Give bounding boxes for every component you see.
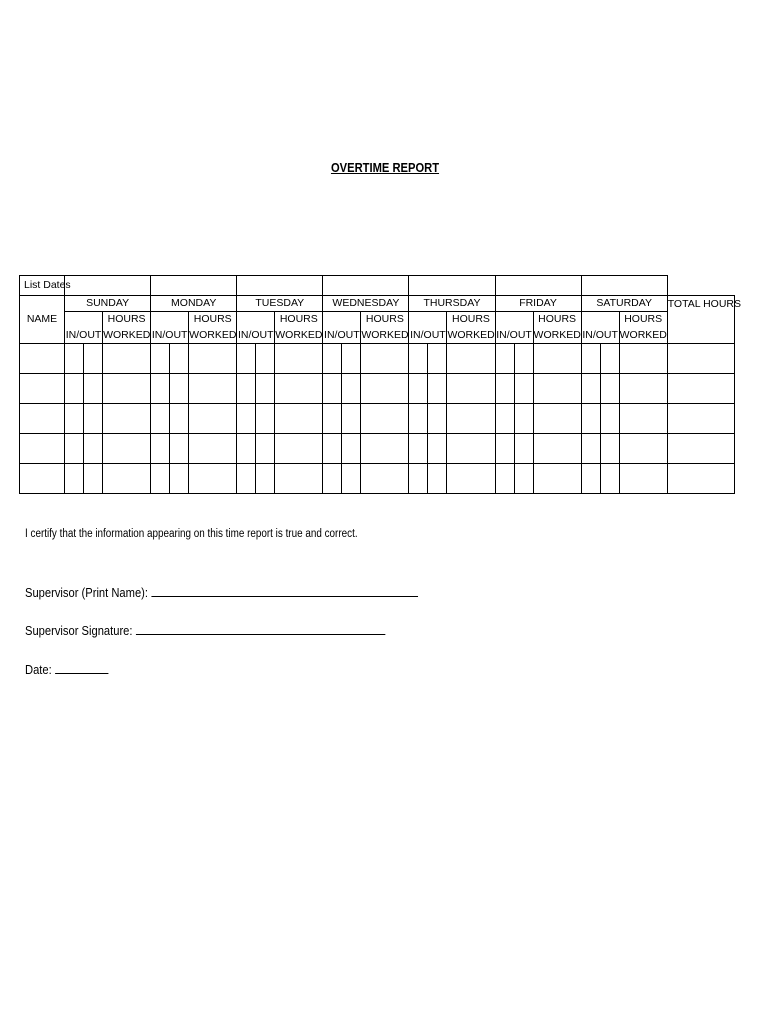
in-cell[interactable]: [323, 344, 342, 374]
out-cell[interactable]: [84, 374, 103, 404]
hours-worked-cell[interactable]: [447, 464, 495, 494]
in-cell[interactable]: [409, 464, 428, 494]
worked-header: WORKED: [103, 327, 151, 344]
hours-worked-cell[interactable]: [275, 404, 323, 434]
date-cell-sunday[interactable]: [65, 276, 151, 296]
hours-worked-cell[interactable]: [533, 344, 581, 374]
in-cell[interactable]: [323, 374, 342, 404]
name-cell[interactable]: [20, 404, 65, 434]
in-cell[interactable]: [409, 374, 428, 404]
in-cell[interactable]: [323, 464, 342, 494]
in-out-header: IN/OUT: [581, 312, 619, 344]
out-cell[interactable]: [514, 344, 533, 374]
in-cell[interactable]: [495, 434, 514, 464]
name-cell[interactable]: [20, 344, 65, 374]
in-cell[interactable]: [237, 404, 256, 434]
hours-worked-cell[interactable]: [533, 404, 581, 434]
hours-worked-cell[interactable]: [361, 464, 409, 494]
worked-header: WORKED: [619, 327, 667, 344]
total-hours-header: TOTAL HOURS: [667, 296, 734, 344]
hours-worked-cell[interactable]: [447, 344, 495, 374]
in-cell[interactable]: [323, 404, 342, 434]
in-out-header: IN/OUT: [151, 312, 189, 344]
supervisor-signature-line: [25, 622, 385, 638]
total-hours-cell[interactable]: [667, 374, 734, 404]
table-row: [20, 464, 735, 494]
out-cell[interactable]: [256, 374, 275, 404]
hours-header: HOURS: [103, 312, 151, 328]
in-cell[interactable]: [581, 434, 600, 464]
page-title: OVERTIME REPORT: [330, 160, 440, 175]
supervisor-name-label: Supervisor (Print Name):: [25, 585, 149, 600]
in-cell[interactable]: [495, 404, 514, 434]
hours-worked-cell[interactable]: [275, 434, 323, 464]
table-row: [20, 404, 735, 434]
name-cell[interactable]: [20, 374, 65, 404]
in-cell[interactable]: [495, 464, 514, 494]
in-cell[interactable]: [581, 374, 600, 404]
list-dates-label: List Dates: [20, 276, 65, 296]
in-cell[interactable]: [409, 434, 428, 464]
date-cell-thursday[interactable]: [409, 276, 495, 296]
hours-worked-cell[interactable]: [619, 374, 667, 404]
hours-worked-cell[interactable]: [275, 464, 323, 494]
in-out-header: IN/OUT: [65, 312, 103, 344]
hours-worked-cell[interactable]: [533, 464, 581, 494]
in-cell[interactable]: [495, 344, 514, 374]
out-cell[interactable]: [342, 464, 361, 494]
in-cell[interactable]: [409, 404, 428, 434]
out-cell[interactable]: [84, 434, 103, 464]
hours-worked-cell[interactable]: [361, 344, 409, 374]
day-header-wednesday: WEDNESDAY: [323, 296, 409, 312]
day-header-tuesday: TUESDAY: [237, 296, 323, 312]
in-cell[interactable]: [581, 344, 600, 374]
hours-worked-cell[interactable]: [189, 374, 237, 404]
hours-header: HOURS: [533, 312, 581, 328]
out-cell[interactable]: [514, 434, 533, 464]
out-cell[interactable]: [600, 464, 619, 494]
hours-worked-cell[interactable]: [533, 374, 581, 404]
hours-worked-cell[interactable]: [103, 344, 151, 374]
in-cell[interactable]: [65, 344, 84, 374]
out-cell[interactable]: [170, 464, 189, 494]
date-cell-wednesday[interactable]: [323, 276, 409, 296]
out-cell[interactable]: [170, 434, 189, 464]
hours-worked-cell[interactable]: [103, 374, 151, 404]
worked-header: WORKED: [447, 327, 495, 344]
out-cell[interactable]: [514, 404, 533, 434]
in-cell[interactable]: [65, 434, 84, 464]
hours-worked-cell[interactable]: [361, 404, 409, 434]
out-cell[interactable]: [428, 464, 447, 494]
day-header-saturday: SATURDAY: [581, 296, 667, 312]
out-cell[interactable]: [600, 374, 619, 404]
out-cell[interactable]: [256, 434, 275, 464]
in-cell[interactable]: [495, 374, 514, 404]
out-cell[interactable]: [428, 404, 447, 434]
date-line: [25, 661, 108, 677]
hours-worked-cell[interactable]: [619, 404, 667, 434]
in-out-header: IN/OUT: [495, 312, 533, 344]
date-cell-saturday[interactable]: [581, 276, 667, 296]
hours-worked-cell[interactable]: [533, 434, 581, 464]
in-cell[interactable]: [581, 404, 600, 434]
supervisor-name-line: [25, 584, 418, 600]
hours-worked-cell[interactable]: [361, 374, 409, 404]
worked-header: WORKED: [189, 327, 237, 344]
date-field[interactable]: [55, 661, 108, 674]
hours-worked-cell[interactable]: [189, 464, 237, 494]
hours-worked-cell[interactable]: [103, 404, 151, 434]
hours-worked-cell[interactable]: [447, 434, 495, 464]
in-cell[interactable]: [151, 374, 170, 404]
supervisor-name-field[interactable]: [151, 584, 418, 597]
out-cell[interactable]: [428, 344, 447, 374]
hours-header: HOURS: [361, 312, 409, 328]
hours-worked-cell[interactable]: [189, 434, 237, 464]
out-cell[interactable]: [514, 374, 533, 404]
day-header-monday: MONDAY: [151, 296, 237, 312]
in-cell[interactable]: [151, 344, 170, 374]
in-cell[interactable]: [237, 374, 256, 404]
out-cell[interactable]: [600, 434, 619, 464]
hours-worked-cell[interactable]: [189, 404, 237, 434]
in-cell[interactable]: [237, 434, 256, 464]
hours-header: HOURS: [447, 312, 495, 328]
hours-header: HOURS: [619, 312, 667, 328]
out-cell[interactable]: [84, 404, 103, 434]
out-cell[interactable]: [170, 374, 189, 404]
table-row: [20, 374, 735, 404]
out-cell[interactable]: [600, 344, 619, 374]
in-cell[interactable]: [237, 464, 256, 494]
out-cell[interactable]: [256, 344, 275, 374]
out-cell[interactable]: [342, 344, 361, 374]
in-out-header: IN/OUT: [323, 312, 361, 344]
name-cell[interactable]: [20, 434, 65, 464]
in-cell[interactable]: [65, 464, 84, 494]
hours-worked-cell[interactable]: [361, 434, 409, 464]
in-cell[interactable]: [581, 464, 600, 494]
out-cell[interactable]: [170, 404, 189, 434]
hours-worked-cell[interactable]: [619, 434, 667, 464]
out-cell[interactable]: [256, 464, 275, 494]
in-cell[interactable]: [151, 464, 170, 494]
day-header-thursday: THURSDAY: [409, 296, 495, 312]
day-header-sunday: SUNDAY: [65, 296, 151, 312]
list-dates-spacer: [667, 276, 734, 296]
hours-worked-cell[interactable]: [103, 464, 151, 494]
out-cell[interactable]: [170, 344, 189, 374]
in-cell[interactable]: [409, 344, 428, 374]
date-label: Date:: [25, 662, 52, 677]
in-out-header: IN/OUT: [409, 312, 447, 344]
out-cell[interactable]: [84, 344, 103, 374]
certification-text: I certify that the information appearing on this time report is true and correct.: [25, 528, 358, 540]
hours-worked-cell[interactable]: [619, 464, 667, 494]
day-header-friday: FRIDAY: [495, 296, 581, 312]
name-header: NAME: [20, 296, 65, 344]
hours-worked-cell[interactable]: [275, 374, 323, 404]
table-row: [20, 344, 735, 374]
name-cell[interactable]: [20, 464, 65, 494]
in-cell[interactable]: [151, 404, 170, 434]
total-hours-cell[interactable]: [667, 434, 734, 464]
in-cell[interactable]: [323, 434, 342, 464]
in-cell[interactable]: [65, 404, 84, 434]
total-hours-cell[interactable]: [667, 404, 734, 434]
hours-worked-cell[interactable]: [103, 434, 151, 464]
in-out-header: IN/OUT: [237, 312, 275, 344]
hours-worked-cell[interactable]: [447, 404, 495, 434]
out-cell[interactable]: [428, 434, 447, 464]
in-cell[interactable]: [65, 374, 84, 404]
hours-worked-cell[interactable]: [189, 344, 237, 374]
hours-header: HOURS: [189, 312, 237, 328]
date-cell-tuesday[interactable]: [237, 276, 323, 296]
total-hours-cell[interactable]: [667, 344, 734, 374]
overtime-table: [19, 275, 742, 494]
hours-header: HOURS: [275, 312, 323, 328]
supervisor-signature-field[interactable]: [136, 622, 385, 635]
date-cell-friday[interactable]: [495, 276, 581, 296]
out-cell[interactable]: [256, 404, 275, 434]
total-hours-cell[interactable]: [667, 464, 734, 494]
out-cell[interactable]: [84, 464, 103, 494]
out-cell[interactable]: [428, 374, 447, 404]
date-cell-monday[interactable]: [151, 276, 237, 296]
out-cell[interactable]: [342, 404, 361, 434]
worked-header: WORKED: [533, 327, 581, 344]
worked-header: WORKED: [361, 327, 409, 344]
in-cell[interactable]: [237, 344, 256, 374]
in-cell[interactable]: [151, 434, 170, 464]
hours-worked-cell[interactable]: [447, 374, 495, 404]
hours-worked-cell[interactable]: [619, 344, 667, 374]
out-cell[interactable]: [514, 464, 533, 494]
out-cell[interactable]: [342, 434, 361, 464]
supervisor-signature-label: Supervisor Signature:: [25, 623, 133, 638]
table-row: [20, 434, 735, 464]
out-cell[interactable]: [600, 404, 619, 434]
hours-worked-cell[interactable]: [275, 344, 323, 374]
worked-header: WORKED: [275, 327, 323, 344]
out-cell[interactable]: [342, 374, 361, 404]
